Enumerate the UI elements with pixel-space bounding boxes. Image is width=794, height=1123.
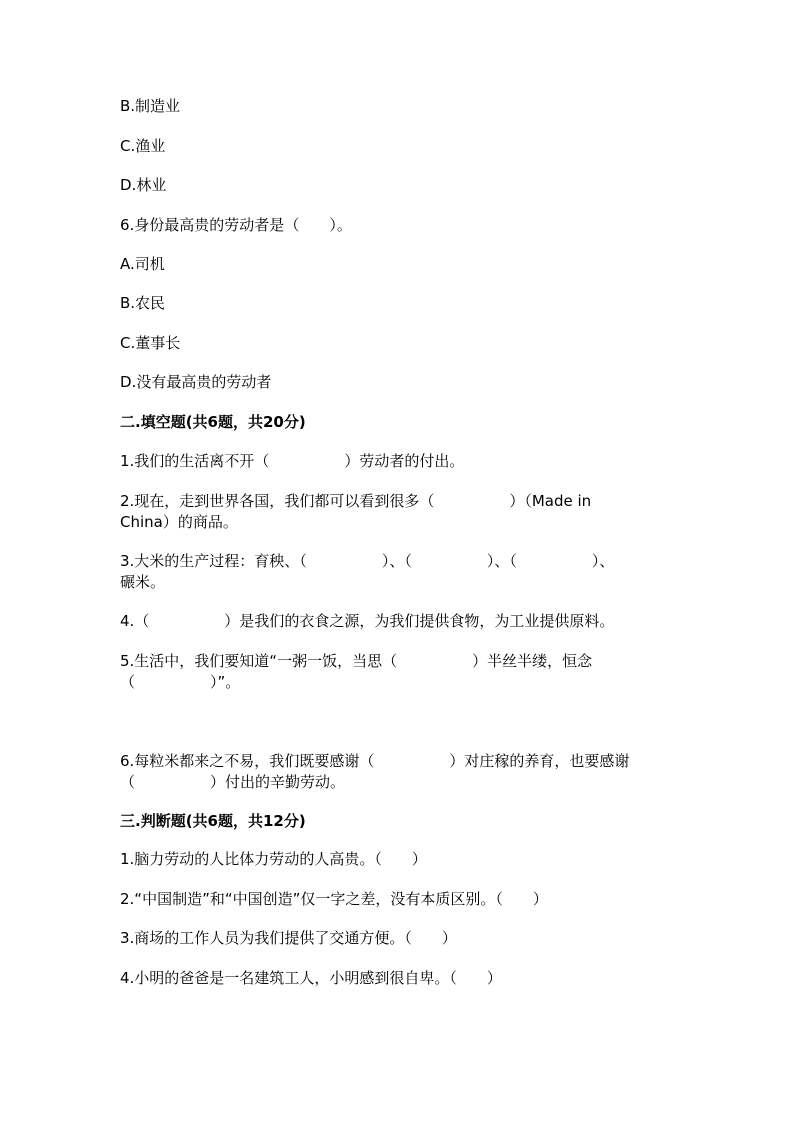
fill-item-1: 1.我们的生活离不开（ ）劳动者的付出。 xyxy=(120,452,465,470)
q5-option-b: B.制造业 xyxy=(120,97,181,115)
fill-item-4: 4.（ ）是我们的衣食之源，为我们提供食物，为工业提供原料。 xyxy=(120,612,615,630)
q6-question: 6.身份最高贵的劳动者是（ ）。 xyxy=(120,216,352,234)
q6-option-b: B.农民 xyxy=(120,294,166,312)
q6-option-a: A.司机 xyxy=(120,255,165,273)
q6-option-d: D.没有最高贵的劳动者 xyxy=(120,373,272,391)
judge-item-4: 4.小明的爸爸是一名建筑工人，小明感到很自卑。（ ） xyxy=(120,969,502,987)
fill-item-5-line-2: （ ）”。 xyxy=(120,673,241,691)
fill-item-3-line-2: 碾米。 xyxy=(120,573,166,591)
q5-option-d: D.林业 xyxy=(120,176,167,194)
fill-item-2-line-2: China）的商品。 xyxy=(120,513,238,531)
fill-item-3-line-1: 3.大米的生产过程：育秧、（ ）、（ ）、（ ）、 xyxy=(120,552,615,570)
q5-option-c: C.渔业 xyxy=(120,137,166,155)
section2-title: 二.填空题(共6题，共20分) xyxy=(120,413,306,431)
fill-item-6-line-1: 6.每粒米都来之不易，我们既要感谢（ ）对庄稼的养育，也要感谢 xyxy=(120,752,630,770)
judge-item-3: 3.商场的工作人员为我们提供了交通方便。（ ） xyxy=(120,929,457,947)
q6-option-c: C.董事长 xyxy=(120,334,181,352)
section3-title: 三.判断题(共6题，共12分) xyxy=(120,812,306,830)
fill-item-5-line-1: 5.生活中，我们要知道“一粥一饭，当思（ ）半丝半缕，恒念 xyxy=(120,652,593,670)
judge-item-2: 2.“中国制造”和“中国创造”仅一字之差，没有本质区别。（ ） xyxy=(120,890,548,908)
fill-item-6-line-2: （ ）付出的辛勤劳动。 xyxy=(120,773,346,791)
judge-item-1: 1.脑力劳动的人比体力劳动的人高贵。（ ） xyxy=(120,850,427,868)
fill-item-2-line-1: 2.现在，走到世界各国，我们都可以看到很多（ ）（Made in xyxy=(120,492,592,510)
